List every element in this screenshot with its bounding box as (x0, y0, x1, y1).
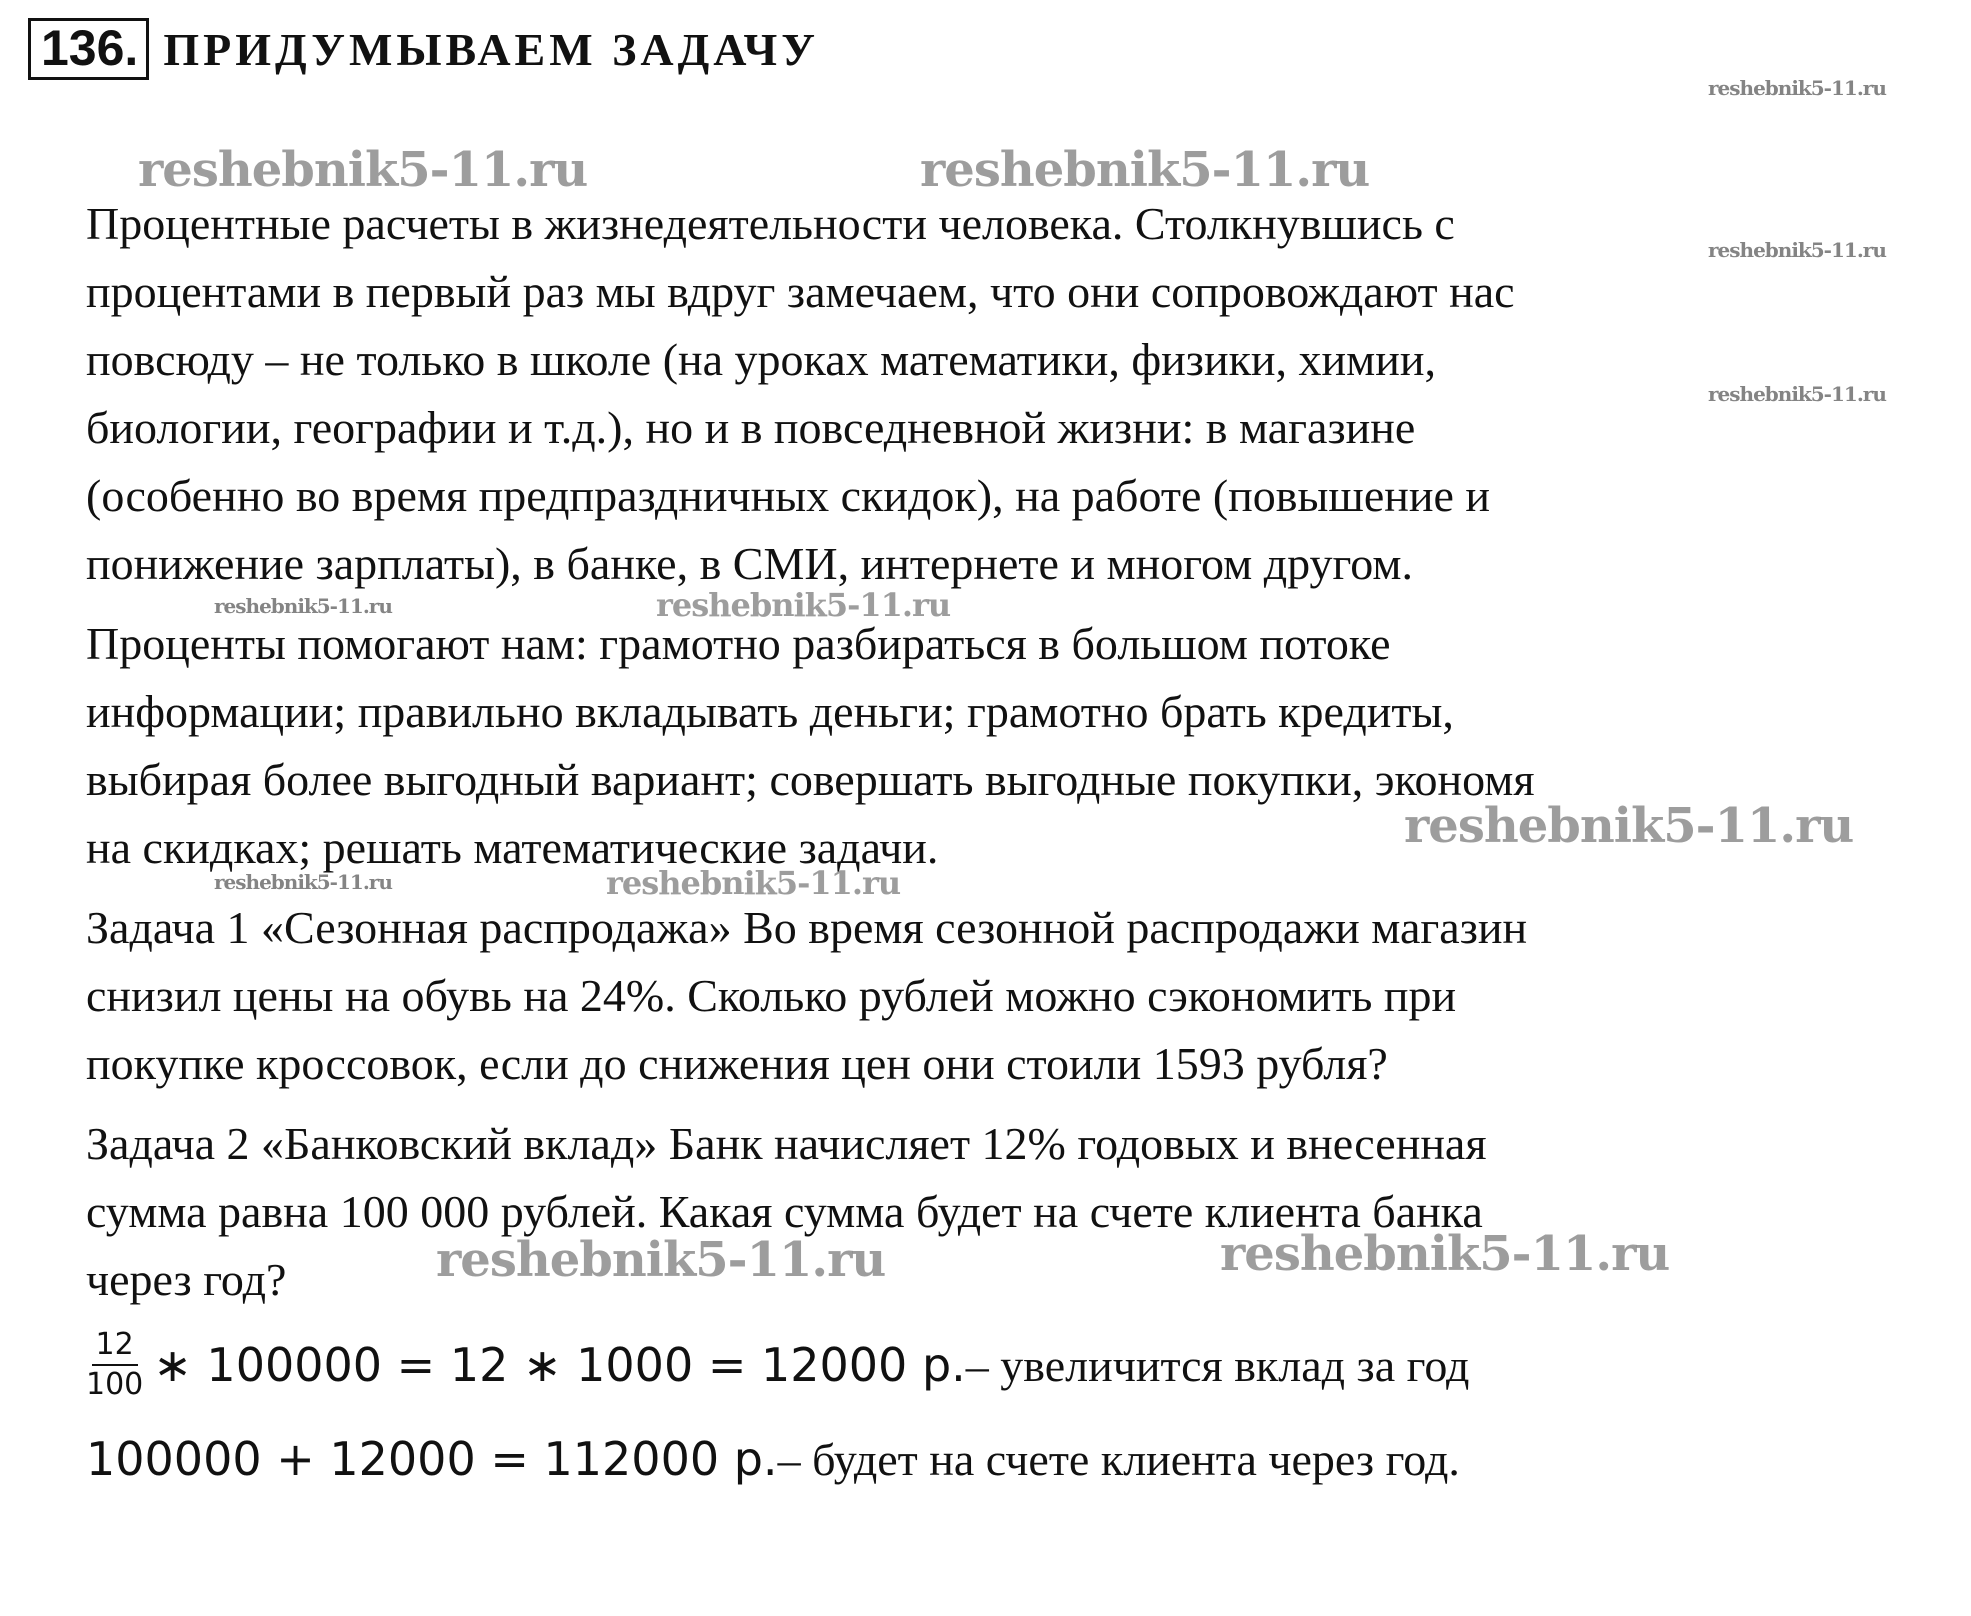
formula-expression: 100000 + 12000 = 112000 р. (86, 1432, 778, 1486)
formula-explanation: – будет на счете клиента через год. (777, 1433, 1460, 1485)
formula-explanation: – увеличится вклад за год (965, 1339, 1470, 1391)
fraction (86, 1328, 143, 1402)
text-line: сумма равна 100 000 рублей. Какая сумма будет на счете клиента банка (86, 1186, 1483, 1237)
paragraph-intro (86, 190, 1966, 598)
task-header (28, 18, 819, 80)
text-line: покупке кроссовок, если до снижения цен они стоили 1593 рубля? (86, 1038, 1388, 1089)
text-line: биологии, географии и т.д.), но и в повседневной жизни: в магазине (86, 402, 1416, 453)
text-line: понижение зарплаты), в банке, в СМИ, интернете и многом другом. (86, 538, 1413, 589)
text-line: (особенно во время предпраздничных скидок), на работе (повышение и (86, 470, 1491, 521)
text-line: повсюду – не только в школе (на уроках математики, физики, химии, (86, 334, 1437, 385)
text-line: Проценты помогают нам: грамотно разбираться в большом потоке (86, 618, 1391, 669)
text-line: снизил цены на обувь на 24%. Сколько рублей можно сэкономить при (86, 970, 1457, 1021)
fraction-denominator: 100 (86, 1367, 144, 1402)
text-line: Процентные расчеты в жизнедеятельности человека. Столкнувшись с (86, 198, 1455, 249)
text-line: через год? (86, 1254, 287, 1305)
task-number-box: 136. (28, 18, 149, 80)
text-line: процентами в первый раз мы вдруг замечаем, что они сопровождают нас (86, 266, 1515, 317)
text-line: Задача 1 «Сезонная распродажа» Во время сезонной распродажи магазин (86, 902, 1528, 953)
paragraph-problem-2 (86, 1110, 1966, 1314)
formula-expression: ∗ 100000 = 12 ∗ 1000 = 12000 р. (153, 1338, 966, 1392)
fraction-numerator: 12 (92, 1328, 138, 1366)
text-line: Задача 2 «Банковский вклад» Банк начисляет 12% годовых и внесенная (86, 1118, 1487, 1169)
task-title: ПРИДУМЫВАЕМ ЗАДАЧУ (163, 23, 820, 75)
watermark: reshebnik5-11.ru (920, 142, 1370, 198)
watermark: reshebnik5-11.ru (1404, 798, 1854, 854)
watermark: reshebnik5-11.ru (138, 142, 588, 198)
text-line: информации; правильно вкладывать деньги; грамотно брать кредиты, (86, 686, 1454, 737)
text-line: выбирая более выгодный вариант; совершать выгодные покупки, экономя (86, 754, 1535, 805)
watermark: reshebnik5-11.ru (656, 586, 951, 624)
watermark: reshebnik5-11.ru (1220, 1226, 1670, 1282)
watermark: reshebnik5-11.ru (214, 594, 392, 618)
watermark: reshebnik5-11.ru (1708, 238, 1886, 262)
paragraph-problem-1 (86, 894, 1966, 1098)
watermark: reshebnik5-11.ru (606, 864, 901, 902)
watermark: reshebnik5-11.ru (1708, 382, 1886, 406)
text-line: на скидках; решать математические задачи. (86, 822, 939, 873)
task-content (86, 190, 1966, 1326)
formula-line-1 (86, 1328, 1469, 1402)
watermark: reshebnik5-11.ru (436, 1232, 886, 1288)
watermark: reshebnik5-11.ru (214, 870, 392, 894)
formula-line-2 (86, 1432, 1460, 1486)
watermark: reshebnik5-11.ru (1708, 76, 1886, 100)
